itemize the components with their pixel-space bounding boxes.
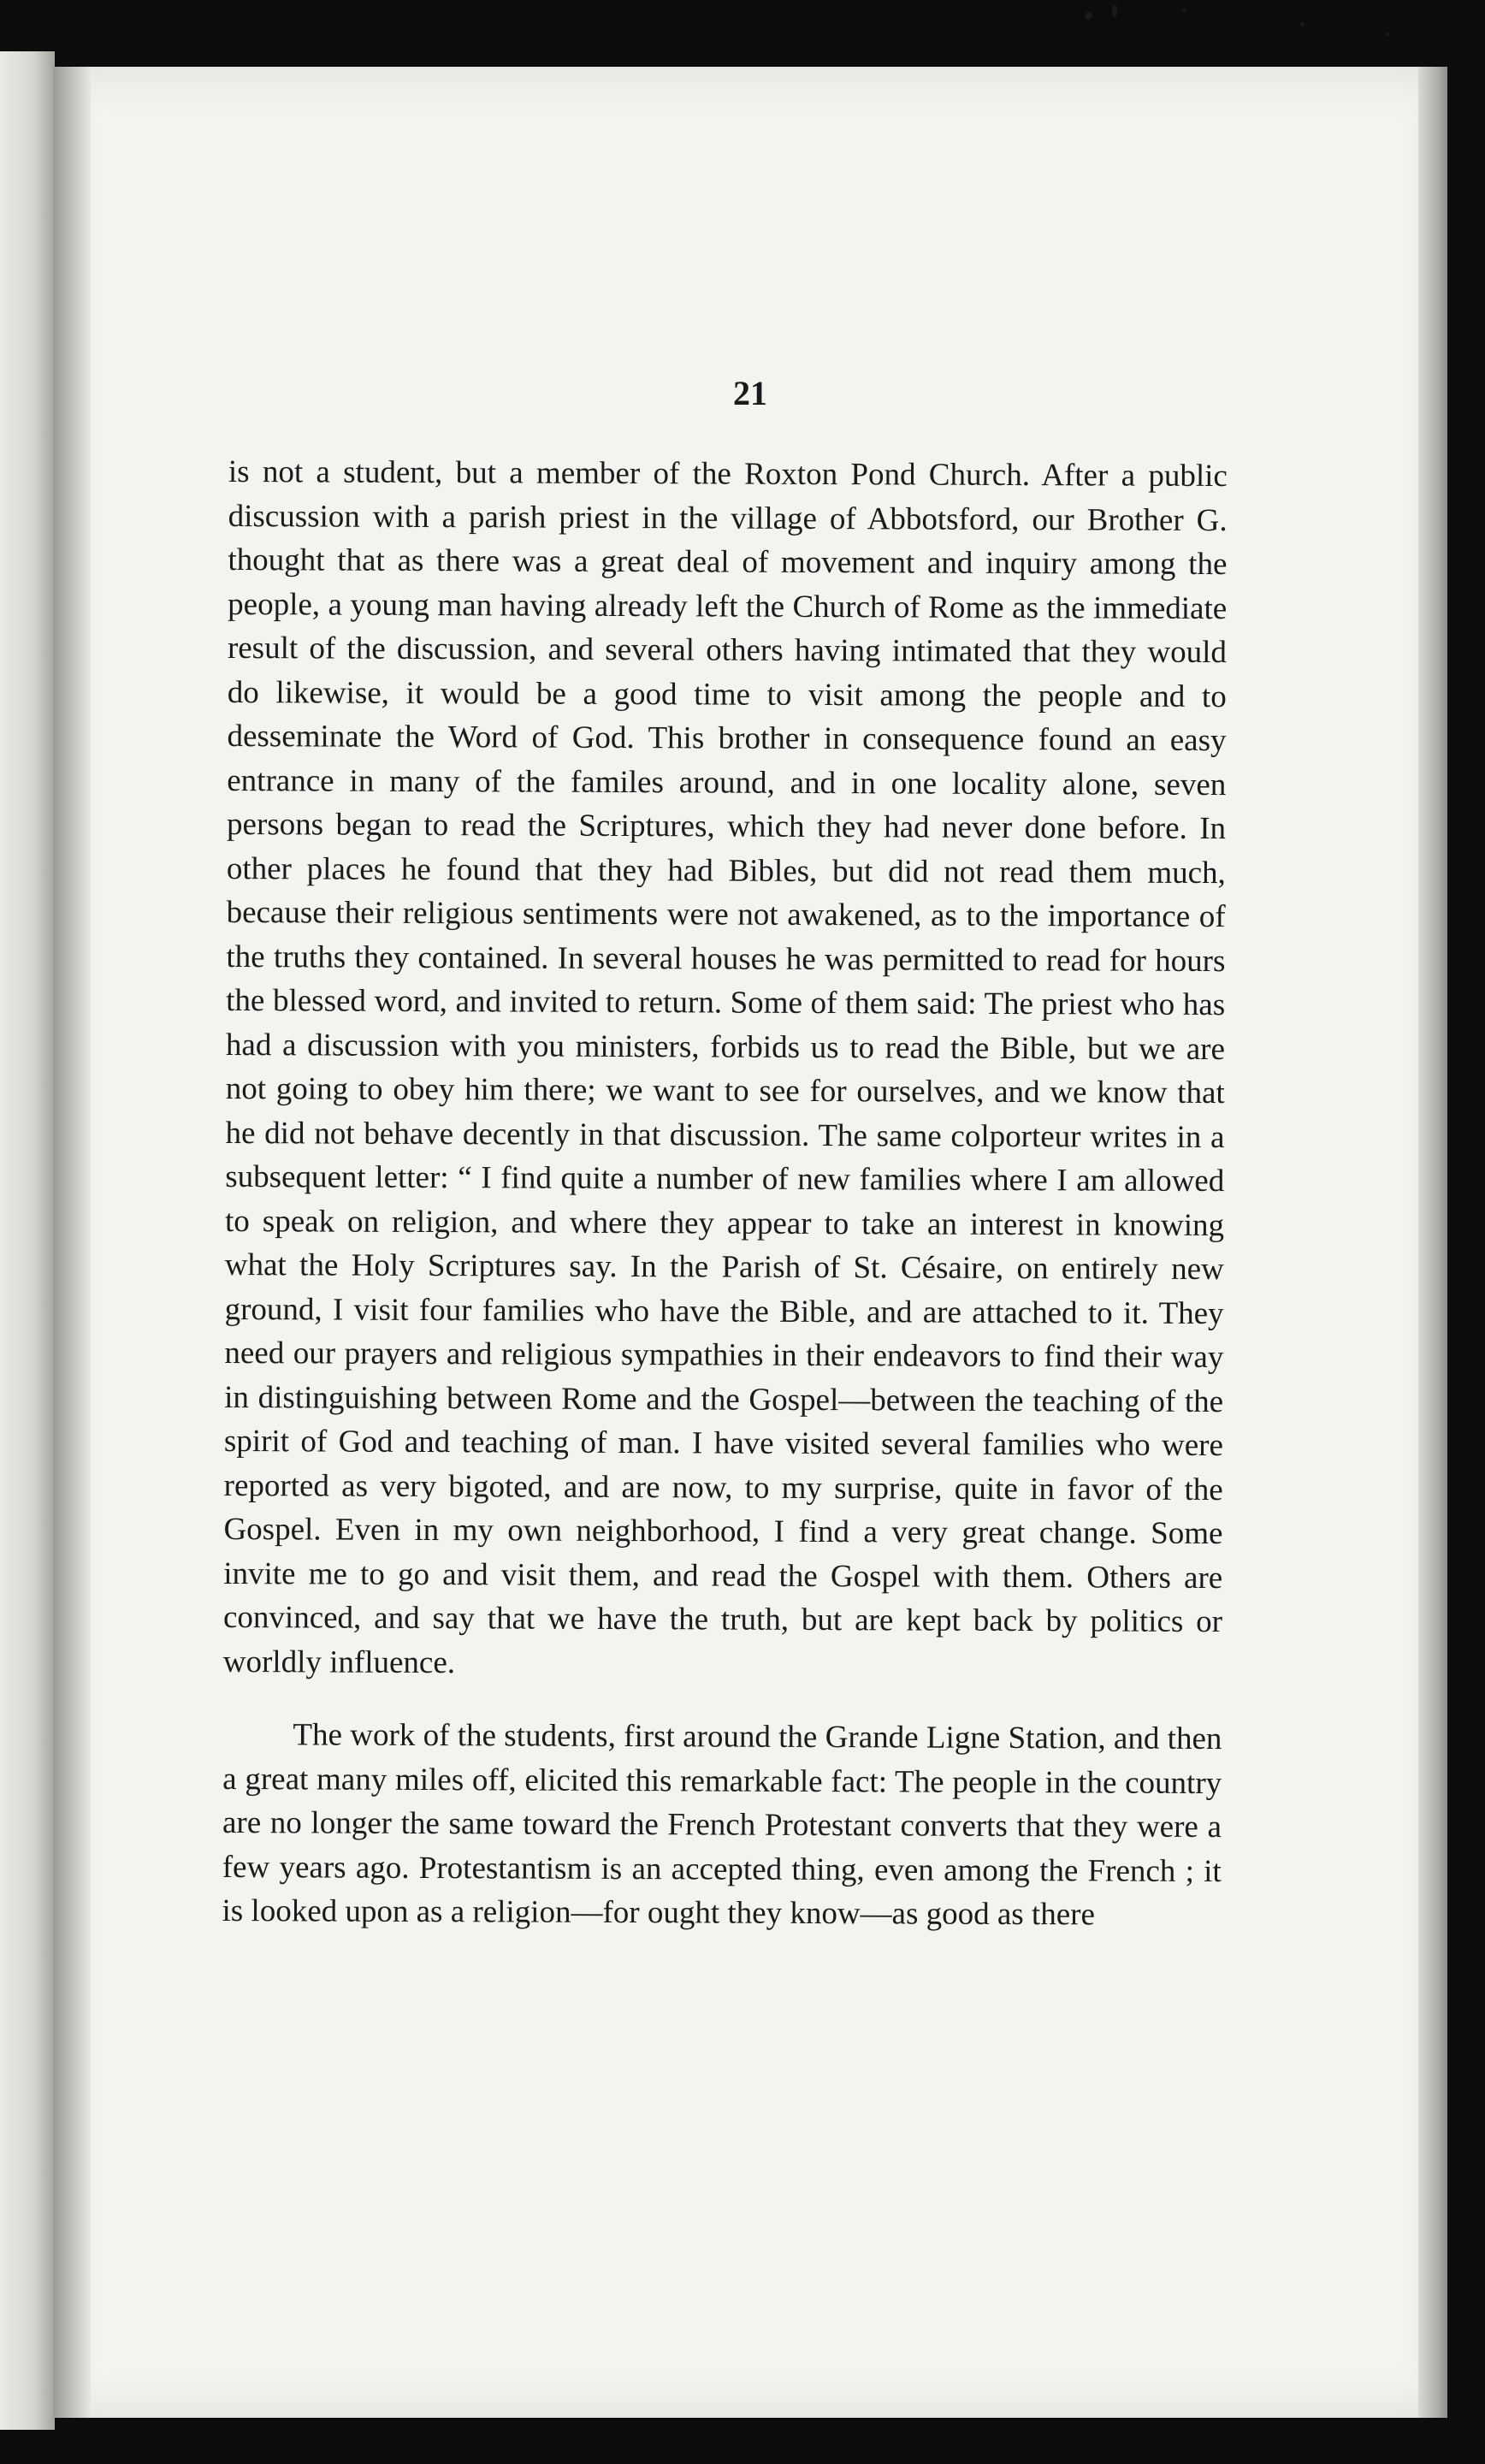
facing-page-edge	[0, 51, 55, 2430]
scan-speck	[1300, 22, 1305, 27]
body-text	[222, 450, 1228, 1938]
page-number: 21	[733, 374, 767, 412]
paragraph-2: The work of the students, first around the Grande Ligne Station, and then a great many miles off, elicited this remarkable fact: The people in the country are no longer the same toward the French Protestant converts that they were a few years ago. Protestantism is an accepted thing, even among the French ; it is looked upon as a religion—for ought they know—as good as there	[222, 1717, 1222, 1933]
scan-speck	[1386, 33, 1389, 36]
scan-speck	[1112, 5, 1117, 17]
scan-speck	[1085, 12, 1092, 20]
paragraph-1: is not a student, but a member of the Roxton Pond Church. After a public discussion with a parish priest in the village of Abbotsford, our Brother G. thought that as there was a great deal of movement and inquiry among the people, a young man having already left the Church of Rome as the immediate result of the discussion, and several others having intimated that they would do likewise, it would be a good time to visit among the people and to desseminate the Word of God. This brother in consequence found an easy entrance in many of the familes around, and in one locality alone, seven persons began to read the Scriptures, which they had never done before. In other places he found that they had Bibles, but did not read them much, because their religious sentiments were not awakened, as to the importance of the truths they contained. In several houses he was permitted to read for hours the blessed word, and invited to return. Some of them said: The priest who has had a discussion with you ministers, forbids us to read the Bible, but we are not going to obey him there; we want to see for ourselves, and we know that he did not behave decently in that discussion. The same colporteur writes in a subsequent letter: “ I find quite a number of new families where I am allowed to speak on religion, and where they appear to take an interest in knowing what the Holy Scriptures say. In the Parish of St. Césaire, on entirely new ground, I visit four families who have the Bible, and are attached to it. They need our prayers and religious sympathies in their endeavors to find their way in distinguishing between Rome and the Gospel—between the teaching of the spirit of God and teaching of man. I have visited several families who were reported as very bigoted, and are now, to my surprise, quite in favor of the Gospel. Even in my own neighborhood, I find a very great change. Some invite me to go and visit them, and read the Gospel with them. Others are convinced, and say that we have the truth, but are kept back by politics or worldly influence.	[222, 453, 1228, 1680]
book-page	[53, 67, 1447, 2418]
gutter-shadow	[53, 67, 91, 2418]
page-edge-shadow	[1418, 67, 1447, 2418]
scan-speck	[1182, 9, 1186, 13]
